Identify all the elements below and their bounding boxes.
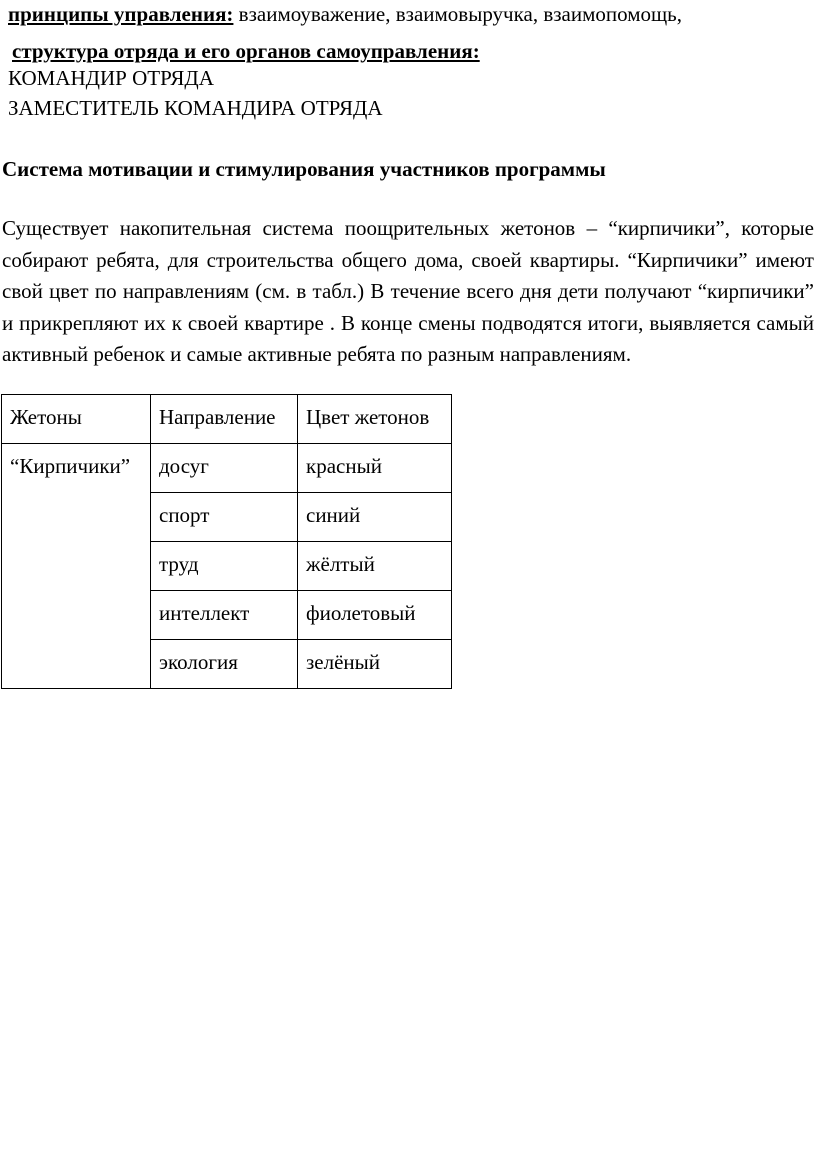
header-color: Цвет жетонов — [298, 395, 452, 444]
direction-cell: экология — [151, 640, 298, 689]
header-direction: Направление — [151, 395, 298, 444]
direction-cell: труд — [151, 542, 298, 591]
color-cell: жёлтый — [298, 542, 452, 591]
principles-line — [8, 1, 682, 27]
direction-cell: досуг — [151, 444, 298, 493]
direction-cell: интеллект — [151, 591, 298, 640]
token-name-cell: “Кирпичики” — [2, 444, 151, 689]
principles-text: взаимоуважение, взаимовыручка, взаимопомощь, — [233, 2, 682, 26]
structure-label: структура отряда и его органов самоуправления: — [12, 39, 480, 63]
body-paragraph: Существует накопительная система поощрительных жетонов – “кирпичики”, которые собирают ребята, для строительства общего дома, своей квартиры. “Кирпичики” имеют свой цвет по направлениям (см. в табл.) В течение всего дня дети получают “кирпичики” и прикрепляют их к своей квартире . В конце смены подводятся итоги, выявляется самый активный ребенок и самые активные ребята по разным направлениям. — [2, 216, 814, 366]
header-tokens: Жетоны — [2, 395, 151, 444]
direction-cell: спорт — [151, 493, 298, 542]
section-heading: Система мотивации и стимулирования участников программы — [2, 157, 606, 181]
structure-line — [12, 38, 480, 64]
tokens-table — [1, 394, 452, 689]
table-row — [2, 444, 452, 493]
table-header-row — [2, 395, 452, 444]
commander-line: КОМАНДИР ОТРЯДА — [8, 66, 214, 90]
deputy-line: ЗАМЕСТИТЕЛЬ КОМАНДИРА ОТРЯДА — [8, 96, 383, 120]
color-cell: фиолетовый — [298, 591, 452, 640]
color-cell: зелёный — [298, 640, 452, 689]
color-cell: красный — [298, 444, 452, 493]
color-cell: синий — [298, 493, 452, 542]
principles-label: принципы управления: — [8, 2, 234, 26]
